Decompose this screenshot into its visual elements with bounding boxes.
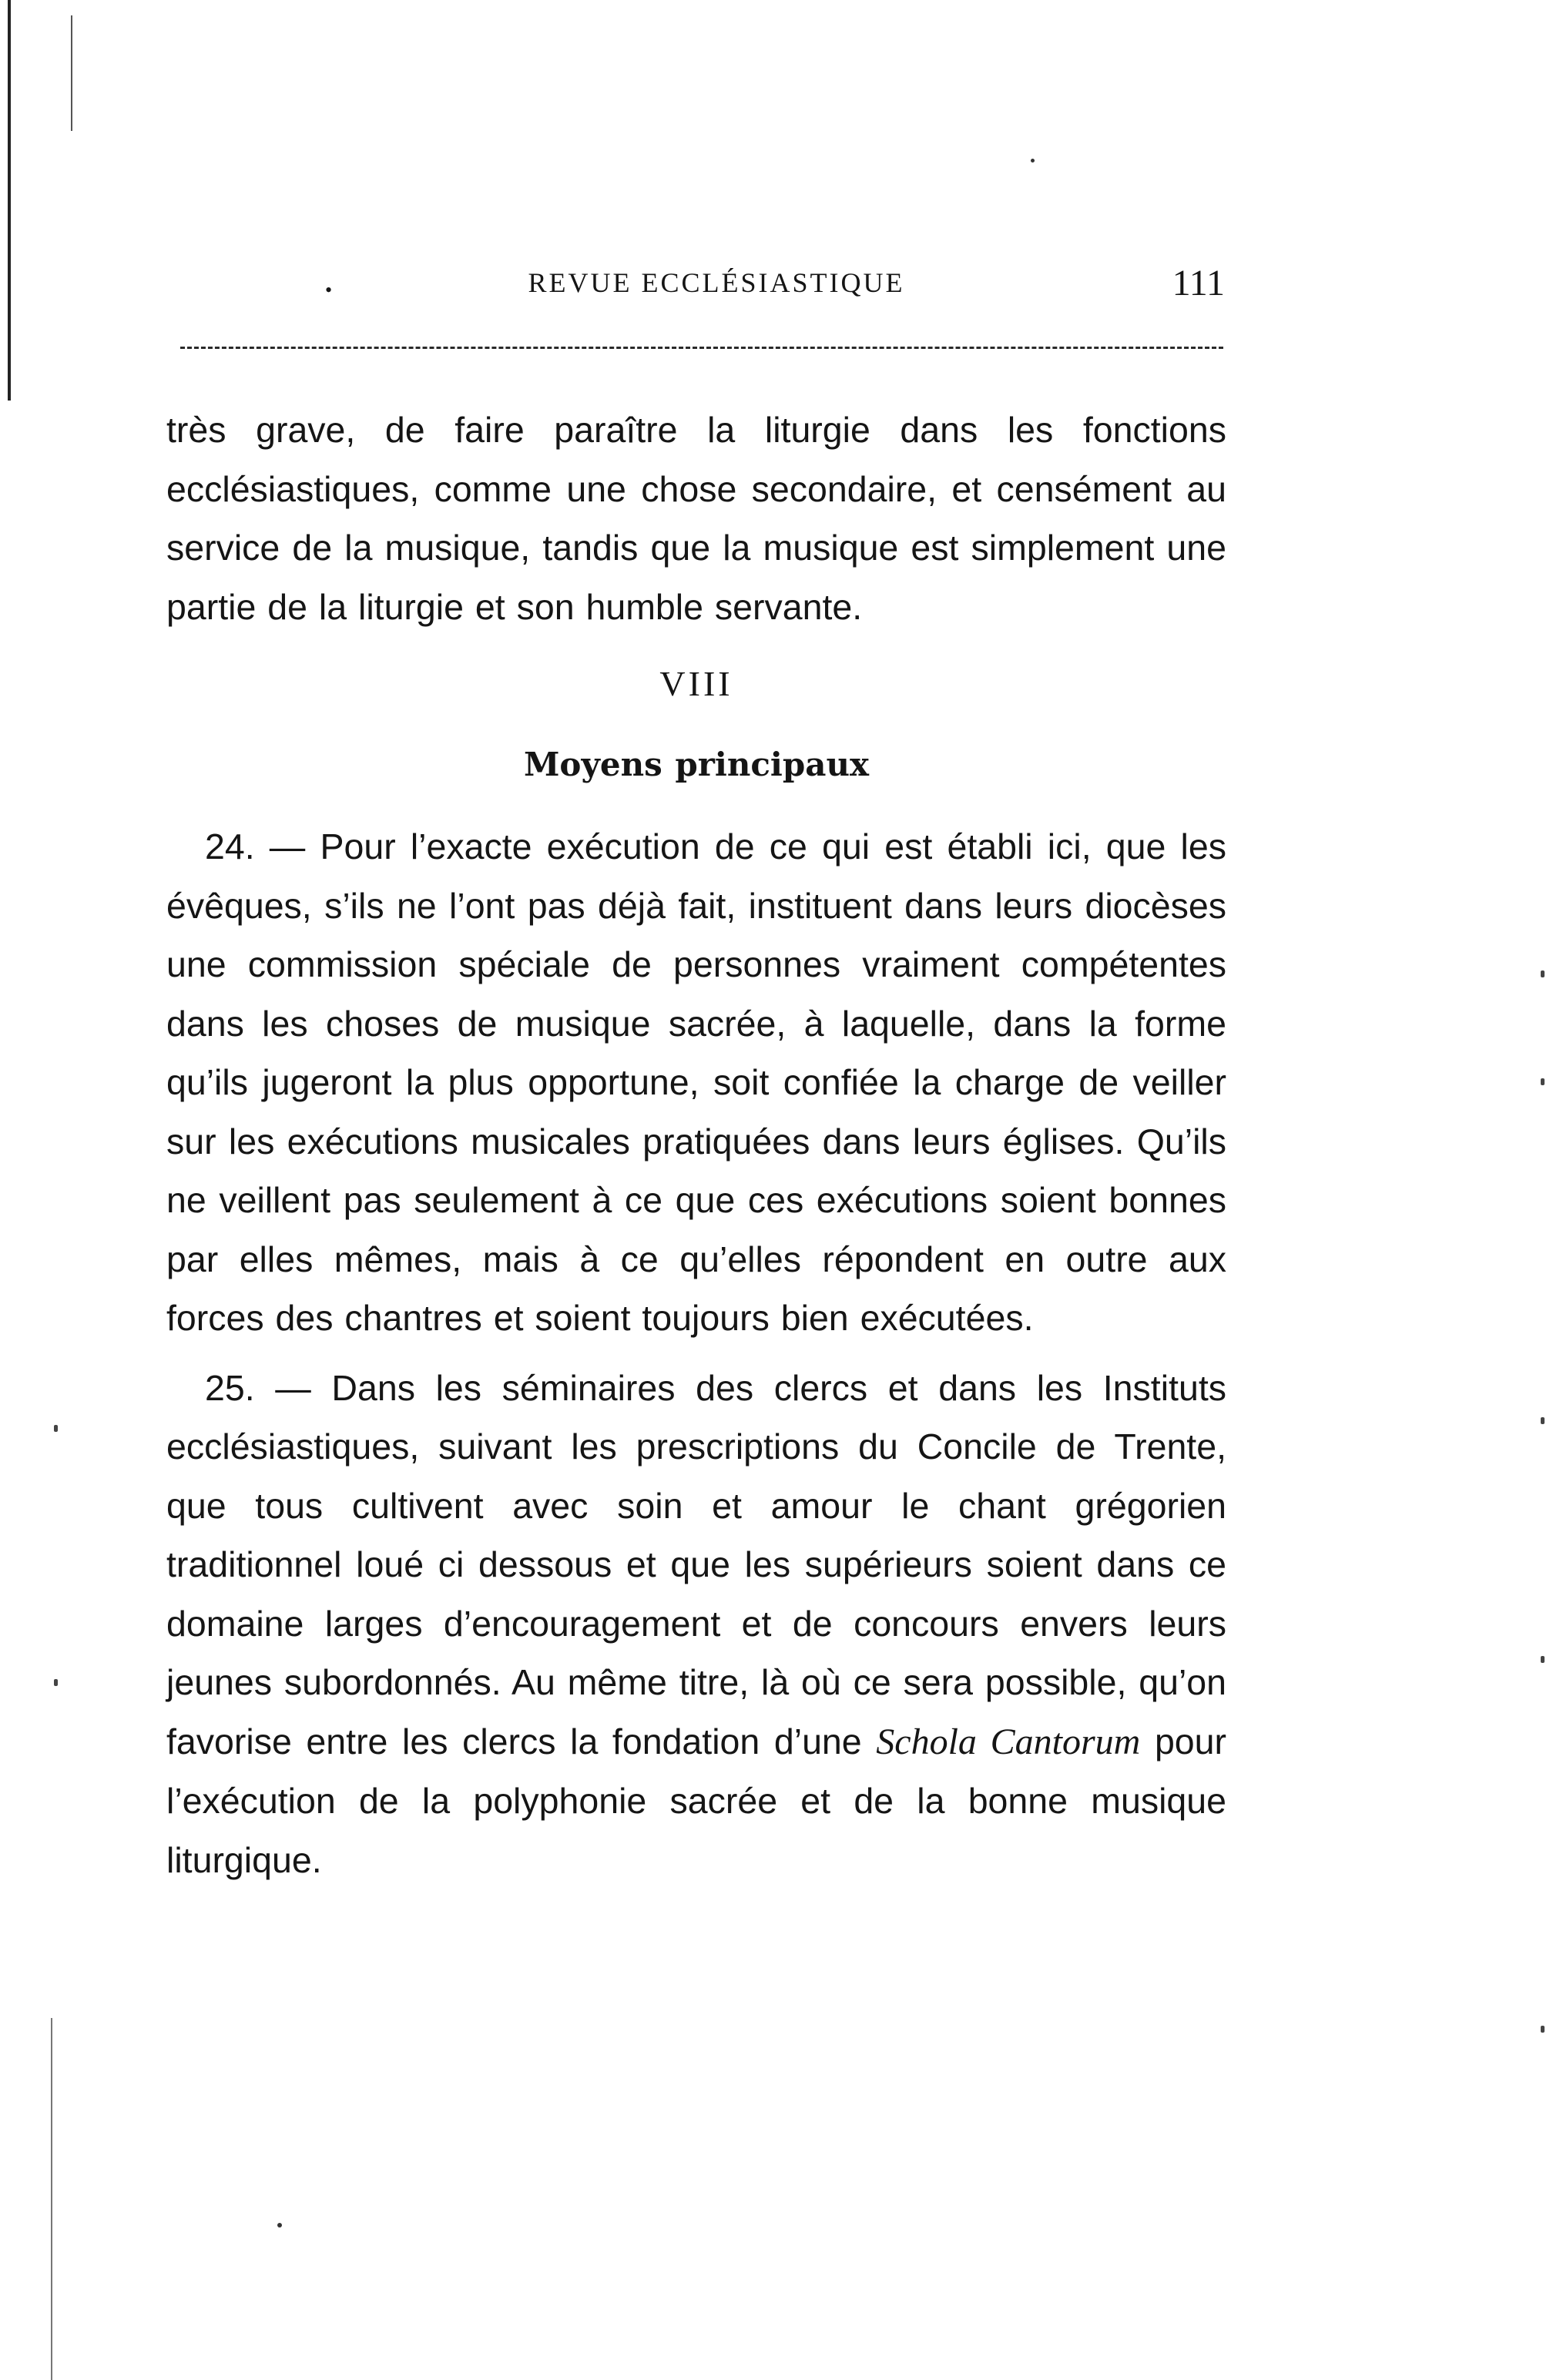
body-text (166, 401, 1226, 1889)
scan-edge-dot (54, 1425, 58, 1432)
scan-speck (1031, 159, 1035, 163)
scan-speck (277, 2223, 282, 2227)
paragraph-25 (166, 1359, 1226, 1890)
scan-edge-dot (54, 1679, 58, 1686)
running-header (177, 262, 1225, 316)
section-number: VIII (659, 664, 733, 703)
section-title: Moyens principaux (523, 745, 870, 783)
page-number: 111 (1172, 263, 1225, 303)
schola-cantorum-italic: Schola Cantorum (876, 1721, 1141, 1762)
paragraph-24: 24. — Pour l’exacte exécution de ce qui est établi ici, que les évêques, s’ils ne l’ont pas déjà fait, instituent dans leurs diocèses une commission spéciale de personnes vraiment compétentes dans les choses de musique sacrée, à laquelle, dans la forme qu’ils jugeront la plus opportune, soit confiée la charge de veiller sur les exécutions musicales pratiquées dans leurs églises. Qu’ils ne veillent pas seulement à ce que ces exécutions soient bonnes par elles mêmes, mais à ce qu’elles répondent en outre aux forces des chantres et soient toujours bien exécutées. (166, 826, 1226, 1338)
scan-edge-dot (1541, 1656, 1545, 1663)
running-title: REVUE ECCLÉSIASTIQUE (528, 267, 905, 298)
paragraph-continued: très grave, de faire paraître la liturgie dans les fonctions ecclésiastiques, comme une chose secondaire, et censément au service de la musique, tandis que la musique est simplement une partie de la liturgie et son humble servante. (166, 410, 1226, 627)
scan-edge-dot (1541, 1078, 1545, 1085)
header-rule (180, 347, 1223, 349)
scan-edge-dot (1541, 970, 1545, 977)
header-mark: • (325, 279, 333, 301)
paragraph-25-text-start: 25. — Dans les séminaires des clercs et dans les Instituts ecclésiastiques, suivant les prescriptions du Concile de Trente, que tous cultivent avec soin et amour le chant grégorien traditionnel loué ci dessous et que les supérieurs soient dans ce domaine larges d’encouragement et de concours envers leurs jeunes subordonnés. Au même titre, là où ce sera possible, qu’on favorise entre les clercs la fondation d’une (166, 1367, 1226, 1762)
scan-edge-line (51, 2018, 52, 2380)
scan-edge-dot (1541, 2026, 1545, 2033)
scan-edge-line (8, 0, 11, 401)
paragraph-25-text-end: pour l’exécution de la polyphonie sacrée et de la bonne musique liturgique. (166, 1721, 1227, 1880)
scan-edge-line (71, 15, 72, 131)
scan-edge-dot (1541, 1417, 1545, 1424)
